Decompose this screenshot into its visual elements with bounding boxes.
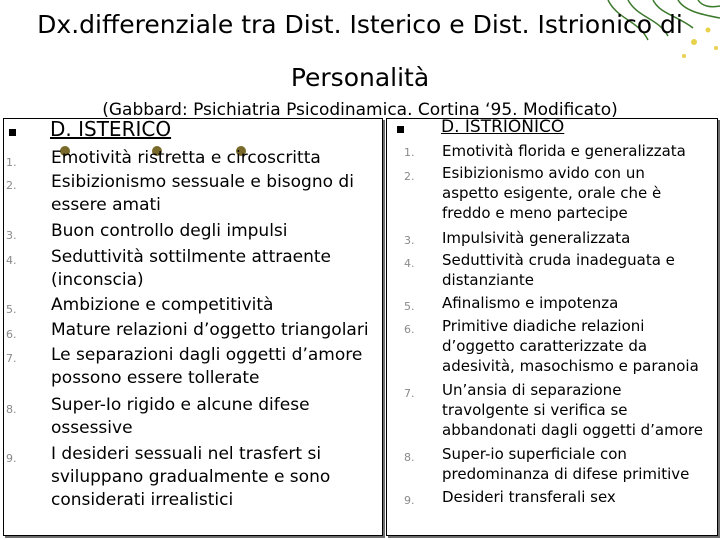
right-item-line: Emotività florida e generalizzata xyxy=(442,142,686,160)
right-item-number: 9. xyxy=(404,494,415,507)
right-item xyxy=(442,141,714,161)
right-item-line: Seduttività cruda inadeguata e xyxy=(442,251,675,269)
left-item-line: Emotività ristretta e circoscritta xyxy=(51,148,321,168)
right-item-line: freddo e meno partecipe xyxy=(442,204,628,222)
left-item-number: 9. xyxy=(6,452,17,465)
right-item xyxy=(442,316,714,376)
left-item xyxy=(51,344,376,390)
left-item-line: ossessive xyxy=(51,418,133,438)
right-item xyxy=(442,487,714,507)
left-column-heading: D. ISTERICO xyxy=(50,117,172,141)
right-item-line: aspetto esigente, orale che è xyxy=(442,184,662,202)
left-item-number: 4. xyxy=(6,254,17,267)
slide-title-line2: Personalità xyxy=(290,63,430,92)
left-item-line: Mature relazioni d’oggetto triangolari xyxy=(51,320,369,340)
left-item-line: considerati irrealistici xyxy=(51,490,234,510)
right-item xyxy=(442,444,714,484)
right-item-number: 4. xyxy=(404,257,415,270)
left-item-number: 8. xyxy=(6,403,17,416)
left-item-number: 2. xyxy=(6,179,17,192)
right-item-number: 5. xyxy=(404,300,415,313)
slide-subtitle: (Gabbard: Psichiatria Psicodinamica. Cortina ‘95. Modificato) xyxy=(102,100,618,120)
right-item-line: predominanza di difese primitive xyxy=(442,465,690,483)
left-item-line: Le separazioni dagli oggetti d’amore xyxy=(51,345,363,365)
right-item-number: 1. xyxy=(404,146,415,159)
right-item xyxy=(442,293,714,313)
left-item-line: possono essere tollerate xyxy=(51,368,260,388)
left-item xyxy=(51,171,376,217)
slide-title-line1: Dx.differenziale tra Dist. Isterico e Dist. Istrionico di xyxy=(37,10,683,39)
left-item xyxy=(51,319,376,342)
left-item-line: Seduttività sottilmente attraente xyxy=(51,247,332,267)
left-item xyxy=(51,294,376,317)
left-item-number: 7. xyxy=(6,352,17,365)
right-item-line: Afinalismo e impotenza xyxy=(442,294,619,312)
right-item-line: adesività, masochismo e paranoia xyxy=(442,357,699,375)
left-item-line: Ambizione e competitività xyxy=(51,295,274,315)
left-item-line: Esibizionismo sessuale e bisogno di xyxy=(51,172,354,192)
right-item xyxy=(442,250,714,290)
right-item-number: 7. xyxy=(404,387,415,400)
left-item xyxy=(51,394,376,440)
right-heading-bullet-icon xyxy=(397,126,404,133)
right-item-number: 8. xyxy=(404,451,415,464)
left-item-line: essere amati xyxy=(51,195,161,215)
right-item-line: Desideri transferali sex xyxy=(442,488,616,506)
right-item-line: Super-io superficiale con xyxy=(442,445,627,463)
left-item xyxy=(51,246,376,292)
right-item-line: Esibizionismo avido con un xyxy=(442,164,645,182)
right-item-line: abbandonati dagli oggetti d’amore xyxy=(442,421,703,439)
right-item xyxy=(442,228,714,248)
left-item-line: I desideri sessuali nel trasfert si xyxy=(51,444,322,464)
right-item-line: travolgente si verifica se xyxy=(442,401,628,419)
right-item-number: 2. xyxy=(404,170,415,183)
right-column-heading: D. ISTRIONICO xyxy=(441,117,565,137)
left-item xyxy=(51,220,376,243)
left-item-line: sviluppano gradualmente e sono xyxy=(51,467,331,487)
left-item-line: Super-Io rigido e alcune difese xyxy=(51,395,310,415)
right-item-line: distanziante xyxy=(442,271,534,289)
right-item xyxy=(442,163,714,223)
right-item-line: Un’ansia di separazione xyxy=(442,381,622,399)
left-item xyxy=(51,443,376,512)
left-item-number: 5. xyxy=(6,303,17,316)
right-item-line: d’oggetto caratterizzate da xyxy=(442,337,648,355)
right-item-line: Primitive diadiche relazioni xyxy=(442,317,645,335)
right-item-number: 3. xyxy=(404,234,415,247)
left-heading-bullet-icon xyxy=(9,129,16,136)
left-item-number: 1. xyxy=(6,156,17,169)
left-item-number: 3. xyxy=(6,229,17,242)
left-item-number: 6. xyxy=(6,328,17,341)
left-item-line: Buon controllo degli impulsi xyxy=(51,221,288,241)
right-item-line: Impulsività generalizzata xyxy=(442,229,631,247)
left-item-line: (inconscia) xyxy=(51,270,144,290)
right-item xyxy=(442,380,714,440)
right-item-number: 6. xyxy=(404,323,415,336)
left-item xyxy=(51,147,376,170)
